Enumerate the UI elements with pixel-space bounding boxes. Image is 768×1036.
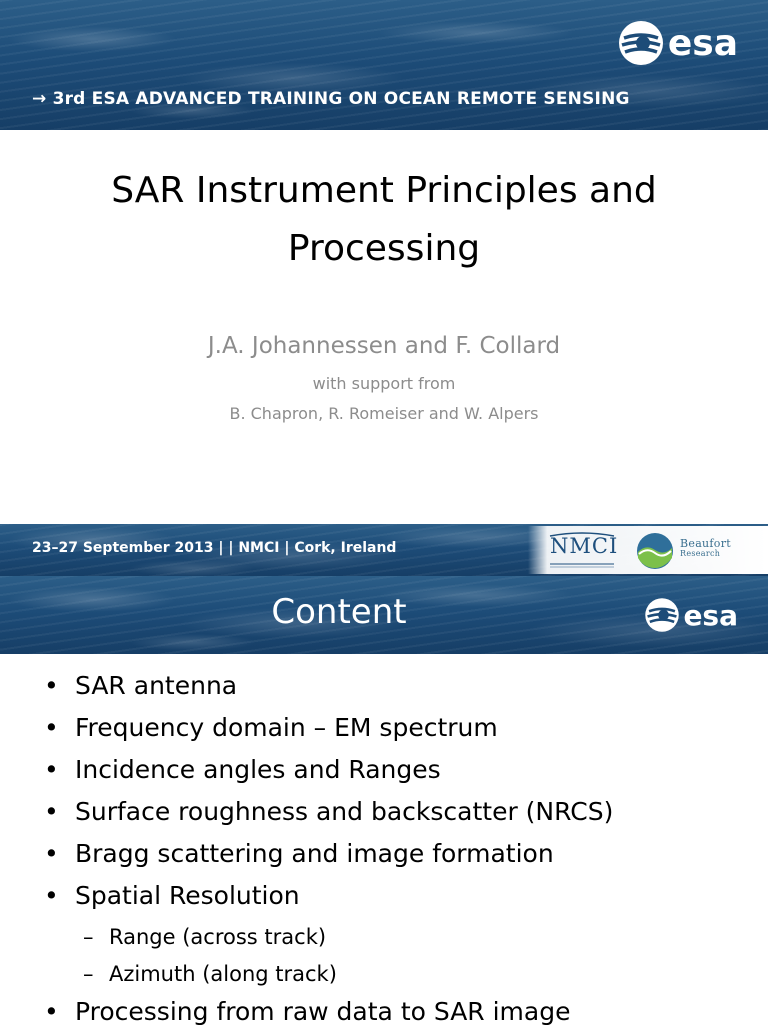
list-item: • Bragg scattering and image formation bbox=[44, 836, 613, 878]
list-item: • SAR antenna bbox=[44, 668, 613, 710]
partner-logos bbox=[528, 526, 768, 574]
footer-banner bbox=[0, 524, 768, 576]
content-list bbox=[44, 668, 613, 1036]
content-slide bbox=[0, 576, 768, 1024]
esa-logo bbox=[616, 18, 738, 68]
support-names: B. Chapron, R. Romeiser and W. Alpers bbox=[229, 404, 539, 423]
title-line-2: Processing bbox=[287, 228, 481, 269]
list-subitem: – Range (across track) bbox=[44, 920, 613, 957]
beaufort-line-2: Research bbox=[680, 549, 721, 558]
authors: J.A. Johannessen and F. Collard bbox=[207, 333, 561, 359]
presentation-title bbox=[60, 162, 708, 278]
beaufort-line-1: Beaufort bbox=[680, 537, 732, 550]
list-item: • Frequency domain – EM spectrum bbox=[44, 710, 613, 752]
title-line-1: SAR Instrument Principles and bbox=[111, 170, 657, 211]
event-info: 23–27 September 2013 | | NMCI | Cork, Ireland bbox=[32, 540, 397, 556]
esa-globe-icon bbox=[643, 596, 681, 634]
content-title: Content bbox=[271, 592, 407, 632]
training-title: → 3rd ESA ADVANCED TRAINING ON OCEAN REMOTE SENSING bbox=[32, 89, 630, 109]
esa-logo-text: esa bbox=[667, 22, 738, 64]
nmci-logo-text: NMCI bbox=[550, 534, 619, 558]
support-label: with support from bbox=[312, 374, 456, 393]
list-item: • Processing from raw data to SAR image bbox=[44, 994, 613, 1036]
list-item: • Incidence angles and Ranges bbox=[44, 752, 613, 794]
esa-logo-text: esa bbox=[683, 598, 738, 632]
content-header-banner bbox=[0, 576, 768, 654]
list-subitem: – Azimuth (along track) bbox=[44, 957, 613, 994]
list-item: • Surface roughness and backscatter (NRCS) bbox=[44, 794, 613, 836]
esa-globe-icon bbox=[616, 18, 666, 68]
beaufort-wave-icon bbox=[636, 532, 674, 570]
beaufort-logo-text bbox=[680, 539, 731, 559]
header-banner bbox=[0, 0, 768, 130]
esa-logo bbox=[643, 596, 738, 634]
list-item: • Spatial Resolution bbox=[44, 878, 613, 920]
